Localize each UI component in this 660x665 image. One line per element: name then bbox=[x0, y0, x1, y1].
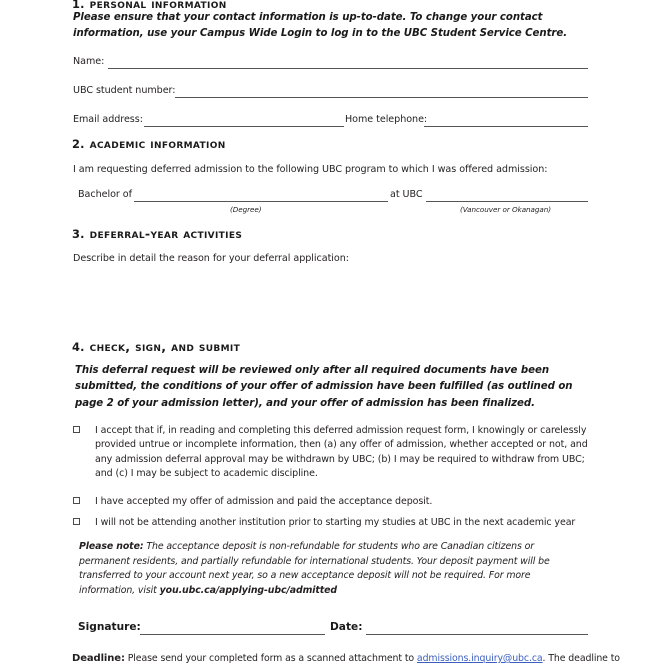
deferral-activities-intro: Describe in detail the reason for your deferral application: bbox=[73, 253, 349, 264]
email-field-label: Email address: bbox=[73, 114, 143, 125]
deferral-reason-textarea[interactable] bbox=[73, 268, 588, 326]
checklist-item-no-other-institution[interactable] bbox=[73, 516, 598, 530]
degree-field-hint: (Degree) bbox=[230, 205, 262, 214]
personal-information-intro: Please ensure that your contact information is up-to-date. To change your contact information, use your Campus Wide Login to log in to the UBC Student Service Centre. bbox=[73, 12, 568, 40]
checklist-item-label: I accept that if, in reading and completing this deferred admission request form, I knowingly or carelessly provided untrue or incomplete information, then (a) any offer of admission, whether accepted or not, and any admission deferral approval may be withdrawn by UBC; (b) I may be required to withdraw from UBC; and (c) I may be subject to academic discipline. bbox=[95, 425, 588, 480]
name-field-input[interactable] bbox=[108, 68, 588, 69]
date-label: Date: bbox=[330, 621, 363, 633]
section-heading-academic-information bbox=[72, 136, 226, 151]
campus-field-hint: (Vancouver or Okanagan) bbox=[460, 205, 552, 214]
please-note-url: you.ubc.ca/applying-ubc/admitted bbox=[159, 584, 338, 596]
academic-information-intro: I am requesting deferred admission to the following UBC program to which I was offered admission: bbox=[73, 164, 548, 175]
checklist-item-accuracy-declaration[interactable] bbox=[73, 424, 588, 482]
student-number-field-input[interactable] bbox=[175, 97, 588, 98]
section-heading-check-sign-submit bbox=[72, 339, 240, 354]
degree-field-input[interactable] bbox=[134, 201, 388, 202]
checkbox-icon[interactable] bbox=[73, 518, 80, 525]
section-heading-deferral-year-activities bbox=[72, 226, 242, 241]
home-telephone-field-input[interactable] bbox=[424, 126, 588, 127]
campus-field-input[interactable] bbox=[426, 201, 588, 202]
section-title: personal information bbox=[89, 0, 227, 11]
student-number-field-label: UBC student number: bbox=[73, 85, 176, 96]
deadline-after-email: . The deadline to bbox=[542, 653, 620, 664]
signature-label: Signature: bbox=[78, 621, 141, 633]
section-number: 4. bbox=[72, 340, 85, 354]
home-telephone-field-label: Home telephone: bbox=[345, 114, 428, 125]
name-field-label: Name: bbox=[73, 56, 105, 67]
deadline-lead: Deadline: bbox=[72, 653, 125, 664]
admissions-email-link[interactable]: admissions.inquiry@ubc.ca bbox=[416, 653, 543, 664]
section-title: check, sign, and submit bbox=[89, 339, 241, 354]
section-number: 1. bbox=[72, 0, 85, 11]
date-field-input[interactable] bbox=[366, 634, 588, 635]
checkbox-icon[interactable] bbox=[73, 426, 80, 433]
deadline-footer bbox=[72, 652, 620, 665]
deadline-before-email: Please send your completed form as a scanned attachment to bbox=[124, 653, 417, 664]
section-number: 2. bbox=[72, 137, 85, 151]
check-sign-submit-intro: This deferral request will be reviewed only after all required documents have been submitted, the conditions of your offer of admission have been fulfilled (as outlined on page 2 of your admission letter), and your offer of admission has been finalized. bbox=[75, 365, 573, 409]
section-number: 3. bbox=[72, 227, 85, 241]
signature-field-input[interactable] bbox=[140, 634, 325, 635]
checklist-item-label: I will not be attending another institution prior to starting my studies at UBC in the next academic year bbox=[95, 517, 576, 528]
email-field-input[interactable] bbox=[144, 126, 344, 127]
please-note-lead: Please note: bbox=[79, 541, 144, 552]
section-title: deferral-year activities bbox=[89, 226, 243, 241]
please-note-body: The acceptance deposit is non-refundable for students who are Canadian citizens or permanent residents, and partially refundable for international students. Your deposit payment will be transferred to your account next year, so a new acceptance deposit will not be required. For more information, visit bbox=[79, 541, 550, 596]
please-note-block bbox=[79, 540, 582, 598]
checklist-item-deposit-paid[interactable] bbox=[73, 495, 588, 509]
checklist-item-label: I have accepted my offer of admission and paid the acceptance deposit. bbox=[95, 496, 433, 507]
campus-field-label: at UBC bbox=[390, 189, 423, 200]
section-title: academic information bbox=[89, 136, 226, 151]
checkbox-icon[interactable] bbox=[73, 497, 80, 504]
degree-field-label: Bachelor of bbox=[78, 189, 132, 200]
